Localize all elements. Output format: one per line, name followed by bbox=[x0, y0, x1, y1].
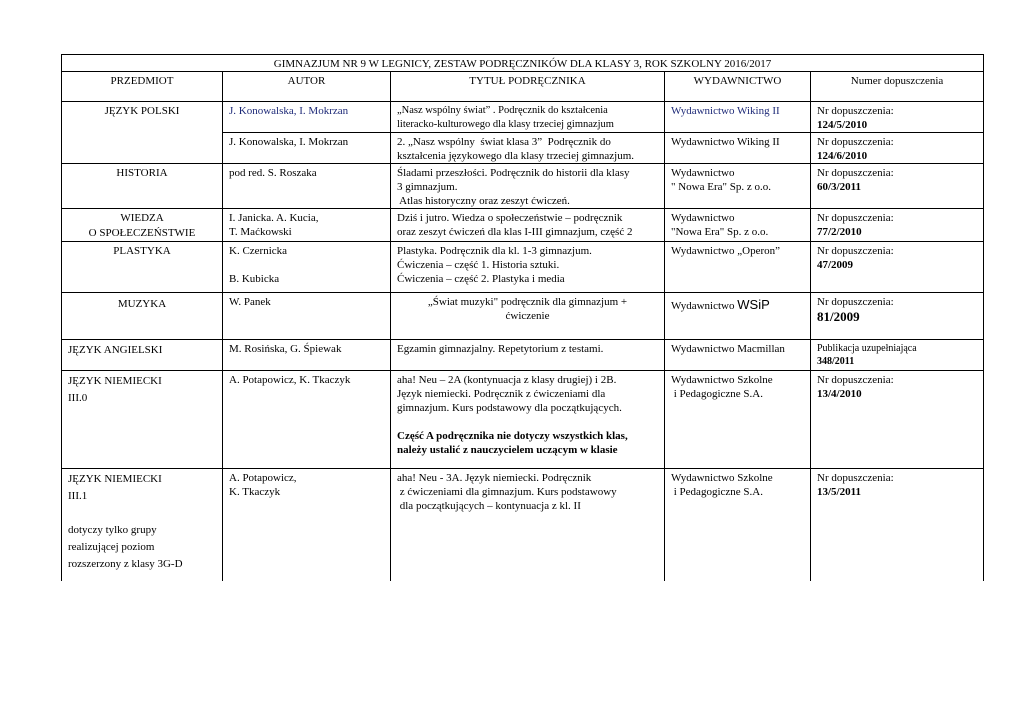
title-line: Ćwiczenia – część 1. Historia sztuki. bbox=[397, 259, 560, 271]
approval-label: Nr dopuszczenia: bbox=[817, 167, 894, 179]
subject-cell bbox=[62, 209, 223, 242]
title-line: Dziś i jutro. Wiedza o społeczeństwie – podręcznik bbox=[397, 212, 623, 224]
publisher-line: Wydawnictwo bbox=[671, 167, 735, 179]
approval-label: Nr dopuszczenia: bbox=[817, 245, 894, 257]
subject-label: III.0 bbox=[68, 392, 88, 404]
subject-cell bbox=[62, 469, 223, 581]
title-line: Ćwiczenia – część 2. Plastyka i media bbox=[397, 273, 565, 285]
approval-cell bbox=[811, 371, 984, 469]
title-line: ćwiczenie bbox=[505, 310, 550, 322]
author-cell bbox=[223, 133, 391, 164]
spacer bbox=[68, 505, 216, 522]
subject-cell bbox=[62, 102, 223, 164]
publisher-line: Wydawnictwo Wiking II bbox=[671, 105, 780, 117]
title-cell bbox=[391, 371, 665, 469]
approval-cell bbox=[811, 164, 984, 209]
publisher-line: i Pedagogiczne S.A. bbox=[671, 486, 763, 498]
title-line: oraz zeszyt ćwiczeń dla klas I-III gimnazjum, część 2 bbox=[397, 226, 633, 238]
header-publisher: WYDAWNICTWO bbox=[665, 72, 811, 102]
approval-cell bbox=[811, 209, 984, 242]
title-line: „Świat muzyki" podręcznik dla gimnazjum + bbox=[427, 296, 628, 308]
subject-label: MUZYKA bbox=[117, 298, 167, 310]
title-line: Język niemiecki. Podręcznik z ćwiczeniami dla bbox=[397, 388, 606, 400]
approval-number: 77/2/2010 bbox=[817, 226, 862, 238]
header-author: AUTOR bbox=[223, 72, 391, 102]
approval-number: 47/2009 bbox=[817, 259, 854, 271]
table-row bbox=[62, 340, 984, 371]
approval-number: 60/3/2011 bbox=[817, 181, 862, 193]
document-title: GIMNAZJUM NR 9 W LEGNICY, ZESTAW PODRĘCZNIKÓW DLA KLASY 3, ROK SZKOLNY 2016/2017 bbox=[62, 55, 984, 72]
author-line: K. Tkaczyk bbox=[229, 486, 281, 498]
author-line: K. Czernicka bbox=[229, 245, 288, 257]
publisher-line: "Nowa Era" Sp. z o.o. bbox=[671, 226, 769, 238]
author-cell bbox=[223, 469, 391, 581]
approval-number: 348/2011 bbox=[817, 356, 855, 367]
title-cell bbox=[391, 469, 665, 581]
title-cell bbox=[391, 133, 665, 164]
author-line bbox=[229, 258, 384, 272]
publisher-line: Wydawnictwo „Operon” bbox=[671, 245, 780, 257]
publisher-line bbox=[671, 298, 804, 313]
author-line: I. Janicka. A. Kucia, bbox=[229, 212, 319, 224]
title-line: literacko-kulturowego dla klasy trzeciej gimnazjum bbox=[397, 119, 614, 130]
approval-cell bbox=[811, 133, 984, 164]
publisher-line: " Nowa Era" Sp. z o.o. bbox=[671, 181, 772, 193]
note-line: należy ustalić z nauczycielem uczącym w klasie bbox=[397, 444, 618, 456]
title-line: 2. „Nasz wspólny świat klasa 3” Podręcznik do bbox=[397, 136, 611, 148]
publisher-cell bbox=[665, 133, 811, 164]
table-row bbox=[62, 469, 984, 581]
subject-label: PLASTYKA bbox=[113, 245, 171, 257]
header-subject: PRZEDMIOT bbox=[62, 72, 223, 102]
author-cell bbox=[223, 102, 391, 133]
table-row bbox=[62, 371, 984, 469]
title-line: z ćwiczeniami dla gimnazjum. Kurs podstawowy bbox=[397, 486, 617, 498]
author-cell bbox=[223, 293, 391, 340]
publisher-line: Wydawnictwo Macmillan bbox=[671, 343, 785, 355]
approval-cell bbox=[811, 469, 984, 581]
title-row bbox=[62, 55, 984, 72]
table-row bbox=[62, 102, 984, 133]
approval-cell bbox=[811, 293, 984, 340]
title-cell bbox=[391, 209, 665, 242]
publisher-line: Wydawnictwo Wiking II bbox=[671, 136, 780, 148]
subject-note-line: rozszerzony z klasy 3G-D bbox=[68, 558, 183, 570]
approval-label: Publikacja uzupełniająca bbox=[817, 343, 917, 354]
subject-label: JĘZYK NIEMIECKI bbox=[68, 473, 162, 485]
spacer bbox=[397, 415, 658, 429]
title-line: 3 gimnazjum. bbox=[397, 181, 458, 193]
title-line: Egzamin gimnazjalny. Repetytorium z testami. bbox=[397, 343, 604, 355]
author-line: J. Konowalska, I. Mokrzan bbox=[229, 136, 349, 148]
subject-label: WIEDZA bbox=[120, 212, 164, 224]
publisher-cell bbox=[665, 102, 811, 133]
author-cell bbox=[223, 164, 391, 209]
title-line: „Nasz wspólny świat” . Podręcznik do kształcenia bbox=[397, 105, 608, 116]
title-line: gimnazjum. Kurs podstawowy dla początkujących. bbox=[397, 402, 622, 414]
table-row bbox=[62, 293, 984, 340]
publisher-cell bbox=[665, 371, 811, 469]
subject-note-line: dotyczy tylko grupy bbox=[68, 524, 157, 536]
subject-label: III.1 bbox=[68, 490, 88, 502]
author-cell bbox=[223, 242, 391, 293]
title-cell bbox=[391, 293, 665, 340]
title-line: aha! Neu – 2A (kontynuacja z klasy drugiej) i 2B. bbox=[397, 374, 617, 386]
title-cell bbox=[391, 340, 665, 371]
approval-number: 124/6/2010 bbox=[817, 150, 868, 162]
subject-cell bbox=[62, 293, 223, 340]
title-line: dla początkujących – kontynuacja z kl. II bbox=[397, 500, 581, 512]
approval-label: Nr dopuszczenia: bbox=[817, 105, 894, 117]
title-cell bbox=[391, 102, 665, 133]
publisher-prefix: Wydawnictwo bbox=[671, 300, 735, 312]
subject-label: HISTORIA bbox=[116, 167, 168, 179]
approval-label: Nr dopuszczenia: bbox=[817, 374, 894, 386]
publisher-name: WSiP bbox=[737, 297, 770, 312]
note-line: Część A podręcznika nie dotyczy wszystkich klas, bbox=[397, 430, 628, 442]
header-title: TYTUŁ PODRĘCZNIKA bbox=[391, 72, 665, 102]
author-cell bbox=[223, 371, 391, 469]
author-line: T. Maćkowski bbox=[229, 226, 292, 238]
approval-label: Nr dopuszczenia: bbox=[817, 136, 894, 148]
header-row bbox=[62, 72, 984, 102]
author-line: J. Konowalska, I. Mokrzan bbox=[229, 105, 349, 117]
subject-label: JĘZYK ANGIELSKI bbox=[68, 344, 163, 356]
publisher-cell bbox=[665, 209, 811, 242]
header-approval: Numer dopuszczenia bbox=[811, 72, 984, 102]
subject-label: JĘZYK POLSKI bbox=[104, 105, 180, 117]
author-cell bbox=[223, 209, 391, 242]
approval-cell bbox=[811, 340, 984, 371]
approval-number: 124/5/2010 bbox=[817, 119, 868, 131]
subject-label: O SPOŁECZEŃSTWIE bbox=[88, 227, 196, 239]
publisher-cell bbox=[665, 164, 811, 209]
publisher-line: Wydawnictwo Szkolne bbox=[671, 472, 773, 484]
approval-number: 13/5/2011 bbox=[817, 486, 862, 498]
author-line: W. Panek bbox=[229, 296, 271, 308]
author-cell bbox=[223, 340, 391, 371]
subject-cell bbox=[62, 242, 223, 293]
author-line: M. Rosińska, G. Śpiewak bbox=[229, 343, 342, 355]
author-line: B. Kubicka bbox=[229, 273, 280, 285]
title-line: Plastyka. Podręcznik dla kl. 1-3 gimnazjum. bbox=[397, 245, 592, 257]
publisher-line: Wydawnictwo Szkolne bbox=[671, 374, 773, 386]
title-cell bbox=[391, 242, 665, 293]
approval-label: Nr dopuszczenia: bbox=[817, 212, 894, 224]
title-line: kształcenia językowego dla klasy trzeciej gimnazjum. bbox=[397, 150, 635, 162]
subject-cell bbox=[62, 340, 223, 371]
textbook-table bbox=[61, 54, 984, 581]
publisher-line: i Pedagogiczne S.A. bbox=[671, 388, 763, 400]
table-row bbox=[62, 164, 984, 209]
table-row bbox=[62, 242, 984, 293]
subject-cell bbox=[62, 371, 223, 469]
table-row bbox=[62, 209, 984, 242]
title-cell bbox=[391, 164, 665, 209]
subject-cell bbox=[62, 164, 223, 209]
approval-label: Nr dopuszczenia: bbox=[817, 472, 894, 484]
publisher-cell bbox=[665, 340, 811, 371]
author-line: A. Potapowicz, bbox=[229, 472, 297, 484]
approval-number: 13/4/2010 bbox=[817, 388, 862, 400]
publisher-cell bbox=[665, 293, 811, 340]
publisher-cell bbox=[665, 242, 811, 293]
title-line: Atlas historyczny oraz zeszyt ćwiczeń. bbox=[397, 195, 570, 207]
publisher-cell bbox=[665, 469, 811, 581]
approval-cell bbox=[811, 242, 984, 293]
publisher-line: Wydawnictwo bbox=[671, 212, 735, 224]
title-line: aha! Neu - 3A. Język niemiecki. Podręcznik bbox=[397, 472, 592, 484]
title-line: Śladami przeszłości. Podręcznik do historii dla klasy bbox=[397, 167, 630, 179]
author-line: A. Potapowicz, K. Tkaczyk bbox=[229, 374, 351, 386]
approval-number: 81/2009 bbox=[817, 309, 860, 324]
approval-cell bbox=[811, 102, 984, 133]
subject-label: JĘZYK NIEMIECKI bbox=[68, 375, 162, 387]
author-line: pod red. S. Roszaka bbox=[229, 167, 317, 179]
subject-note-line: realizującej poziom bbox=[68, 541, 155, 553]
approval-label: Nr dopuszczenia: bbox=[817, 296, 894, 308]
